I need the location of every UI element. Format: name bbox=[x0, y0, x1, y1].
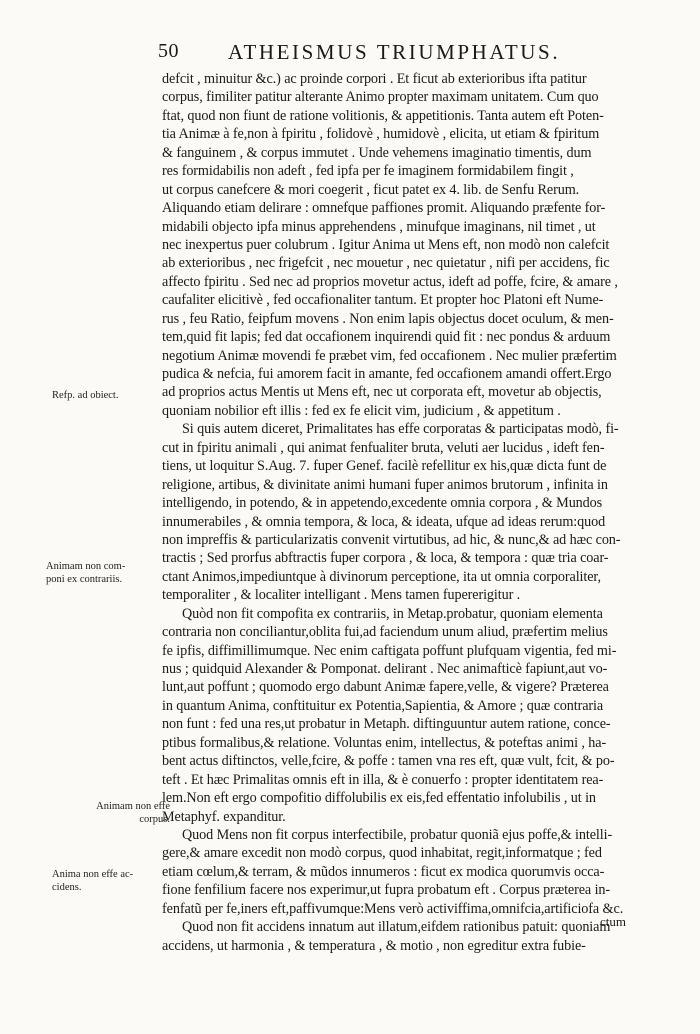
text-line: ad proprios actus Mentis ut Mens eft, nec ut corporata eft, movetur ab objectis, bbox=[162, 384, 602, 401]
text-line: res formidabilis non adeft , fed ipfa per fe imaginem formidabilem fingit , bbox=[162, 163, 574, 180]
text-line: religione, artibus, & divinitate animi humani fuper animos brutorum , infinita in bbox=[162, 476, 608, 493]
text-line: nec inexpertus puer colubrum . Igitur Anima ut Mens eft, non modò non calefcit bbox=[162, 236, 610, 253]
text-line: non funt : fed una res,ut probatur in Metaph. diftinguuntur autem ratione, conce- bbox=[162, 716, 611, 733]
text-line: accidens, ut harmonia , & temperatura , & motio , non egreditur extra fubie- bbox=[162, 937, 586, 954]
text-line: pudica & nefcia, fui amorem facit in amante, fed occafionem amandi offert.Ergo bbox=[162, 366, 612, 382]
text-line: ftat, quod non fiunt de ratione volitionis, & appetitionis. Tanta autem eft Poten- bbox=[162, 107, 604, 124]
margin-note: Refp. ad obiect. bbox=[52, 390, 119, 401]
text-line: temporaliter , & localiter intelligant . Mens tamen fupererigitur . bbox=[162, 587, 521, 604]
text-line: in quantum Anima, conftituitur ex Potentia,Sapientia, & Amore ; quæ contraria bbox=[162, 697, 604, 714]
page-header bbox=[158, 40, 678, 68]
text-line: lunt,aut poffunt ; quomodo ergo dabunt Animæ fapere,velle, & vigere? Præterea bbox=[162, 679, 609, 696]
text-line: lem.Non eft ergo compofitio diffolubilis ex eis,fed effentatio infolubilis , ut in bbox=[162, 790, 596, 807]
text-line: affecto fpiritu . Sed nec ad proprios movetur actus, ideft ad poffe, fcire, & amare , bbox=[162, 273, 618, 290]
text-line: fe ipfis, diffimillimumque. Nec enim caftigata poffunt plufquam vigentia, fed mi- bbox=[162, 642, 617, 659]
page-number: 50 bbox=[158, 40, 179, 62]
text-line: ab exterioribus , nec frigefcit , nec mouetur , nec quietatur , nifi per accidens, fic bbox=[162, 255, 610, 272]
text-line: fenfatũ per fe,iners eft,paffivumque:Mens verò activiffima,omnifcia,artificiofa &c. bbox=[162, 900, 624, 917]
margin-note: Animam non com- poni ex contrariis. bbox=[46, 561, 126, 585]
text-line: innumerabiles , & omnia tempora, & loca, & ideata, ufque ad ideas rerum:quod bbox=[162, 513, 606, 530]
text-line: & fanguinem , & corpus immutet . Unde vehemens imaginatio timentis, dum bbox=[162, 144, 592, 161]
catchword: ctum bbox=[600, 914, 626, 929]
text-line: cut in fpiritu animali , qui animat fenfualiter bruta, veluti aer lucidus , ideft fen- bbox=[162, 439, 605, 456]
text-line: tia Animæ à fe,non à fpiritu , folidovè , humidovè , elicita, ut etiam & fpiritum bbox=[162, 126, 600, 143]
text-line: defcit , minuitur &c.) ac proinde corpori . Et ficut ab exterioribus ifta patitur bbox=[162, 71, 587, 87]
text-line: gere,& amare excedit non modò corpus, quod inhabitat, regit,informatque ; fed bbox=[162, 845, 602, 862]
text-line: Quod Mens non fit corpus interfectibile, probatur quoniã ejus poffe,& intelli- bbox=[182, 826, 613, 843]
text-line: Metaphyf. expanditur. bbox=[162, 808, 286, 825]
text-line: etiam cœlum,& terram, & mũdos innumeros : ficut ex modica quorumvis occa- bbox=[162, 863, 605, 880]
text-line: ctant Animos,impediuntque à divinorum perceptione, ita ut omnia corporaliter, bbox=[162, 568, 601, 585]
text-line: quoniam nobilior eft illis : fed ex fe elicit vim, judicium , & appetitum . bbox=[162, 402, 561, 419]
text-line: caufaliter elicitivè , fed occafionaliter tantum. Et propter hoc Platoni eft Nume- bbox=[162, 292, 604, 309]
main-text-block bbox=[162, 70, 668, 955]
text-line: Quod non fit accidens innatum aut illatum,eifdem rationibus patuit: quoniam bbox=[182, 919, 611, 936]
text-line: nus ; quidquid Alexander & Pomponat. delirant . Nec animafticè fapiunt,aut vo- bbox=[162, 661, 608, 677]
text-line: midabili objecto ipfa minus apprehendens , minufque imaginans, nil timet , ut bbox=[162, 218, 596, 235]
text-line: non impreffis & particularizatis convenit virtutibus, ad hic, & nunc,& ad hæc con- bbox=[162, 531, 621, 548]
text-line: fione fenfilium facere nos experimur,ut fupra probatum eft . Corpus præterea in- bbox=[162, 882, 611, 899]
text-line: tem,quid fit lapis; fed dat occafionem inquirendi quid fit : nec pondus & arduum bbox=[162, 329, 611, 346]
text-line: ut corpus canefcere & mori coegerit , ficut patet ex 4. lib. de Senfu Rerum. bbox=[162, 181, 580, 198]
text-line: negotium Animæ movendi fe præbet vim, fed occafionem . Nec mulier præfertim bbox=[162, 347, 617, 364]
running-title: ATHEISMUS TRIUMPHATUS. bbox=[228, 40, 561, 64]
text-line: teft . Et hæc Primalitas omnis eft in illa, & è conuerfo : propter identitatem rea- bbox=[162, 771, 604, 788]
text-line: Si quis autem diceret, Primalitates has effe corporatas & participatas modò, fi- bbox=[182, 421, 619, 438]
text-line: ptibus formalibus,& relatione. Voluntas enim, intellectus, & poteftas animi , ha- bbox=[162, 734, 607, 751]
text-line: tractis ; Sed prorfus abftractis fuper corpora , & loca, & tempora : quæ tria coar- bbox=[162, 550, 609, 567]
margin-note: Animam non effe corpus. bbox=[96, 801, 170, 825]
text-line: intelligendo, in potendo, & in appetendo,excedente omnia corpora , & Mundos bbox=[162, 495, 603, 512]
text-line: contraria non conciliantur,oblita fui,ad faciendum unum aliud, præfertim melius bbox=[162, 624, 608, 641]
text-line: rus , feu Ratio, feipfum movens . Non enim lapis objectus docet oculum, & men- bbox=[162, 310, 614, 327]
text-line: tiens, ut loquitur S.Aug. 7. fuper Genef. facilè refellitur ex his,quæ dicta funt de bbox=[162, 458, 607, 475]
margin-note: Anima non effe ac- cidens. bbox=[52, 869, 134, 893]
text-line: Quòd non fit compofita ex contrariis, in Metap.probatur, quoniam elementa bbox=[182, 605, 603, 622]
text-line: Aliquando etiam delirare : omnefque paffiones promit. Aliquando præfente for- bbox=[162, 200, 606, 217]
text-line: bent actus diftinctos, velle,fcire, & poffe : tamen vna res eft, quæ vult, fcit, & po- bbox=[162, 753, 615, 770]
text-line: corpus, fimiliter patitur alterante Animo propter maximam unitatem. Cum quo bbox=[162, 89, 599, 106]
